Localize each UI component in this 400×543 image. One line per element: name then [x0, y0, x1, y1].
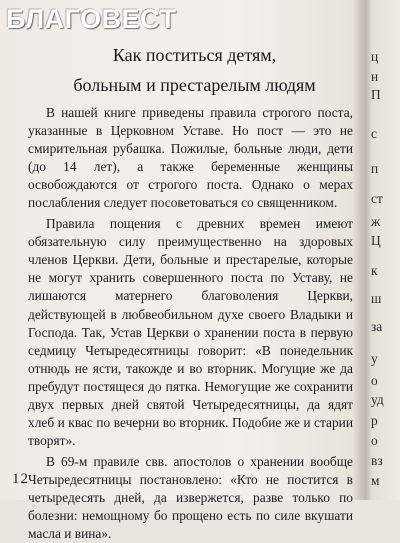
chapter-title-line-1: Как поститься детям,: [112, 45, 277, 65]
page-number: 12: [12, 471, 29, 487]
neighbor-page-fragment: ж: [371, 214, 381, 229]
paragraph-1: В нашей книге приведены правила строгого поста, указанные в Церковном Уставе. Но пост — это не смирительная рубашка. Пожилые, больные люди, дети (до 14 лет), а также беременные женщины освобождаются от строгого поста. Однако о мерах послабления следует посоветоваться со священником.: [28, 105, 353, 211]
neighbor-page-fragment: о: [371, 433, 378, 448]
chapter-title: [36, 40, 353, 100]
neighbor-page-fragment: ст: [371, 191, 383, 206]
watermark: БЛАГОВЕСТ: [6, 4, 177, 34]
neighbor-page-fragment: м: [371, 473, 380, 488]
body-text: [28, 104, 353, 543]
paragraph-2: Правила пощения с древних времен имеют обязательную силу преимущественно на здоровых членов Церкви. Дети, больные и престарелые, которые не могут хранить совершенного поста по Уставу, не лишаются матернего благоволения Церкви, действующей в любвеобильном духе своего Владыки и Господа. Так, Устав Церкви о хранении поста в первую седмицу Четыредесятницы говорит: «В понедельник отнюдь не ясти, такожде и во вторник. Могущие же да пребудут постящеся до пятка. Немогущие же сохранити двух первых дней святой Четыредесятницы, да ядят хлеб и квас по вечерни во вторник. Подобие же и старии творят».: [28, 216, 353, 448]
neighbor-page-fragment: за: [371, 319, 383, 334]
neighbor-page-edge: [367, 0, 400, 500]
book-page: [28, 40, 353, 542]
neighbor-page-fragment: п: [371, 161, 379, 176]
neighbor-page-fragment: к: [371, 263, 378, 278]
chapter-title-line-2: больным и престарелым людям: [73, 75, 316, 95]
neighbor-page-fragment: с: [371, 126, 377, 141]
neighbor-page-fragment: вз: [371, 453, 383, 468]
neighbor-page-fragment: у: [371, 351, 378, 366]
neighbor-page-fragment: ш: [371, 291, 382, 306]
neighbor-page-fragment: р: [371, 413, 378, 428]
neighbor-page-fragment: о: [371, 373, 378, 388]
neighbor-page-fragment: П: [371, 87, 381, 102]
neighbor-page-fragment: уд: [371, 392, 384, 407]
neighbor-page-fragment: Ц: [371, 233, 381, 248]
neighbor-page-fragment: н: [371, 69, 379, 84]
neighbor-page-fragment: ц: [371, 49, 379, 64]
paragraph-3: В 69-м правиле свв. апостолов о хранении вообще Четыредесятницы постановлено: «Кто не постится в четыредесять дней, да извержется, разве только по болезни: немощному бо прощено есть по силе вкушати масла и вина».: [28, 453, 353, 542]
